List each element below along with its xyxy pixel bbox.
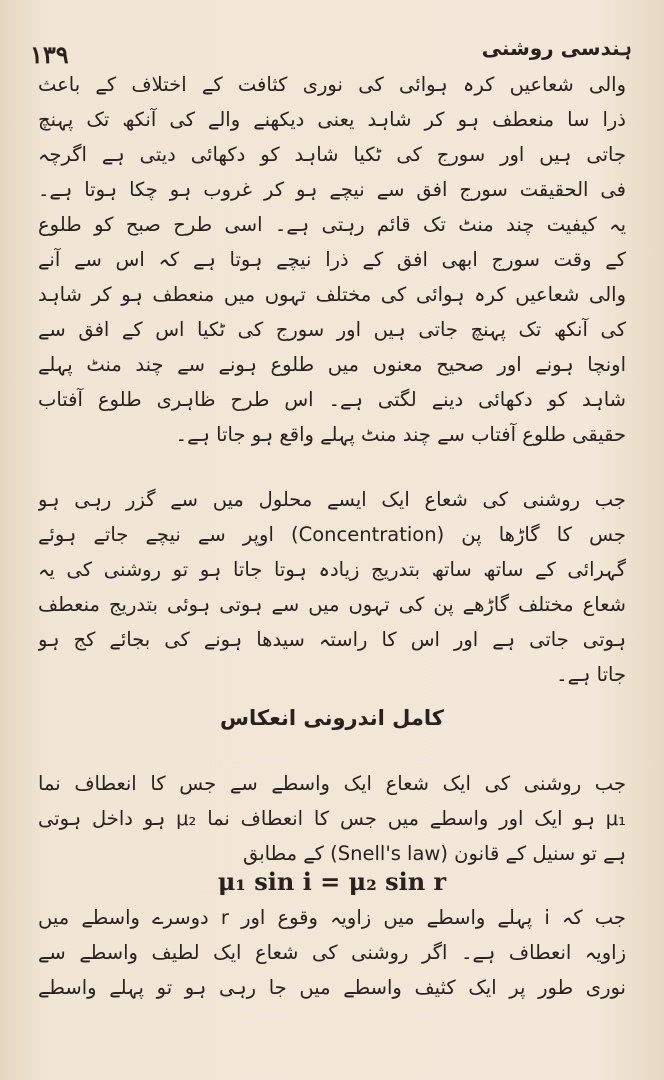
text-line: ہے تو سنیل کے قانون (Snell's law) کے مطابق: [242, 842, 626, 865]
text-line: فی الحقیقت سورج افق سے نیچے ہو کر غروب ہو چکا ہوتا ہے۔: [38, 178, 626, 201]
text-line: حقیقی طلوع آفتاب سے چند منٹ پہلے واقع ہو جاتا ہے۔: [175, 423, 626, 446]
section-heading: کامل اندرونی انعکاس: [220, 706, 444, 730]
paragraph-atmospheric-refraction: [38, 67, 626, 452]
text-line: جب روشنی کی شعاع ایک ایسے محلول میں سے گزر رہی ہو: [38, 488, 626, 511]
text-line: زاویہ انعطاف ہے۔ اگر روشنی کی شعاع ایک لطیف واسطے سے: [38, 941, 626, 964]
text-line: نوری طور پر ایک کثیف واسطے میں جا رہی ہو تو پہلے واسطے: [38, 976, 626, 999]
text-line: اونچا ہونے اور صحیح معنوں میں طلوع ہونے سے چند منٹ پہلے: [38, 353, 626, 376]
text-line: ذرا سا منعطف ہو کر شاہد یعنی دیکھنے والے کی آنکھ تک پہنچ: [38, 108, 626, 131]
text-line: شاہد کو دکھائی دینے لگتی ہے۔ اس طرح ظاہری طلوع آفتاب: [38, 388, 626, 411]
paragraph-concentration: [38, 482, 626, 692]
text-line: ہوتی جاتی ہے اور اس کا راستہ سیدھا ہونے کی بجائے کج ہو: [38, 628, 626, 651]
text-line: یہ کیفیت چند منٹ تک قائم رہتی ہے۔ اسی طرح صبح کو طلوع: [38, 213, 626, 236]
text-line: جاتی ہیں اور سورج کی ٹکیا شاہد کو دکھائی دیتی ہے اگرچہ: [38, 143, 626, 166]
paragraph-angles: [38, 900, 626, 1005]
text-line: والی شعاعیں کرہ ہوائی کی نوری کثافت کے اختلاف کے باعث: [38, 73, 626, 96]
text-line: جس کا گاڑھا پن (Concentration) اوپر سے نیچے جاتے ہوئے: [38, 523, 626, 546]
text-line: جب روشنی کی ایک شعاع ایک واسطے سے جس کا انعطاف نما: [38, 772, 626, 795]
text-line: μ₁ ہو ایک اور واسطے میں جس کا انعطاف نما μ₂ ہو داخل ہوتی: [38, 807, 626, 830]
page-number: ١٣٩: [30, 40, 69, 69]
snells-law-formula: μ₁ sin i = μ₂ sin r: [217, 867, 447, 896]
text-line: گہرائی کے ساتھ ساتھ بتدریج زیادہ ہوتا جاتا ہو تو روشنی کی یہ: [38, 558, 626, 581]
text-line: والی شعاعیں کرہ ہوائی کی مختلف تہوں میں منعطف ہو کر شاہد: [38, 283, 626, 306]
text-line: کی آنکھ تک پہنچ جاتی ہیں اور سورج کی ٹکیا اس کے افق سے: [38, 318, 626, 341]
text-line: جاتا ہے۔: [556, 663, 626, 686]
text-line: شعاع مختلف گاڑھے پن کی تہوں میں سے ہوتی ہوئی بتدریج منعطف: [38, 593, 626, 616]
paragraph-snells-law: [38, 766, 626, 871]
text-line: کے وقت سورج ابھی افق کے ذرا نیچے ہوتا ہے کہ اس سے آنے: [38, 248, 626, 271]
running-title: ہندسی روشنی: [481, 36, 632, 60]
text-line: جب کہ i پہلے واسطے میں زاویہ وقوع اور r دوسرے واسطے میں: [38, 906, 626, 929]
